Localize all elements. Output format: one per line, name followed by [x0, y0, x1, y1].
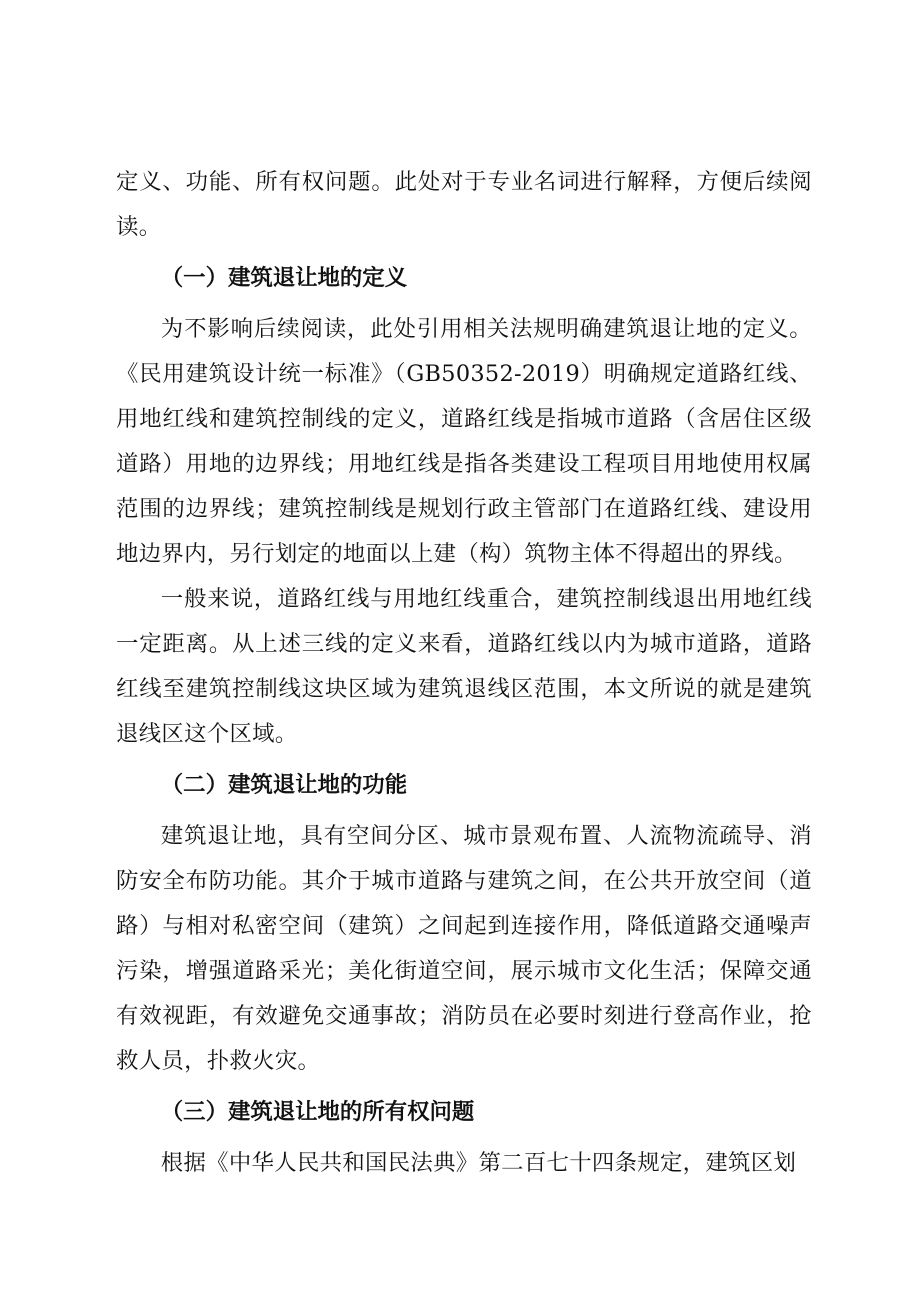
paragraph-intro: 定义、功能、所有权问题。此处对于专业名词进行解释，方便后续阅读。 — [116, 169, 812, 240]
section-heading-ownership: （三）建筑退让地的所有权问题 — [160, 1099, 475, 1125]
document-body — [116, 160, 812, 1186]
paragraph-ownership: 根据《中华人民共和国民法典》第二百七十四条规定，建筑区划 — [160, 1150, 797, 1176]
paragraph-definition-regulation: 为不影响后续阅读，此处引用相关法规明确建筑退让地的定义。《民用建筑设计统一标准》（GB50352-2019）明确规定道路红线、用地红线和建筑控制线的定义，道路红线是指城市道路（含居住区级道路）用地的边界线；用地红线是指各类建设工程项目用地使用权属范围的边界线；建筑控制线是规划行政主管部门在道路红线、建设用地边界内，另行划定的地面以上建（构）筑物主体不得超出的界线。 — [116, 316, 812, 567]
paragraph-function: 建筑退让地，具有空间分区、城市景观布置、人流物流疏导、消防安全布防功能。其介于城市道路与建筑之间，在公共开放空间（道路）与相对私密空间（建筑）之间起到连接作用，降低道路交通噪声污染，增强道路采光；美化街道空间，展示城市文化生活；保障交通有效视距，有效避免交通事故；消防员在必要时刻进行登高作业，抢救人员，扑救火灾。 — [116, 823, 812, 1074]
section-heading-function: （二）建筑退让地的功能 — [160, 772, 408, 798]
section-heading-definition: （一）建筑退让地的定义 — [160, 265, 408, 291]
paragraph-definition-lines: 一般来说，道路红线与用地红线重合，建筑控制线退出用地红线一定距离。从上述三线的定义来看，道路红线以内为城市道路，道路红线至建筑控制线这块区域为建筑退线区范围，本文所说的就是建筑退线区这个区域。 — [116, 586, 812, 747]
